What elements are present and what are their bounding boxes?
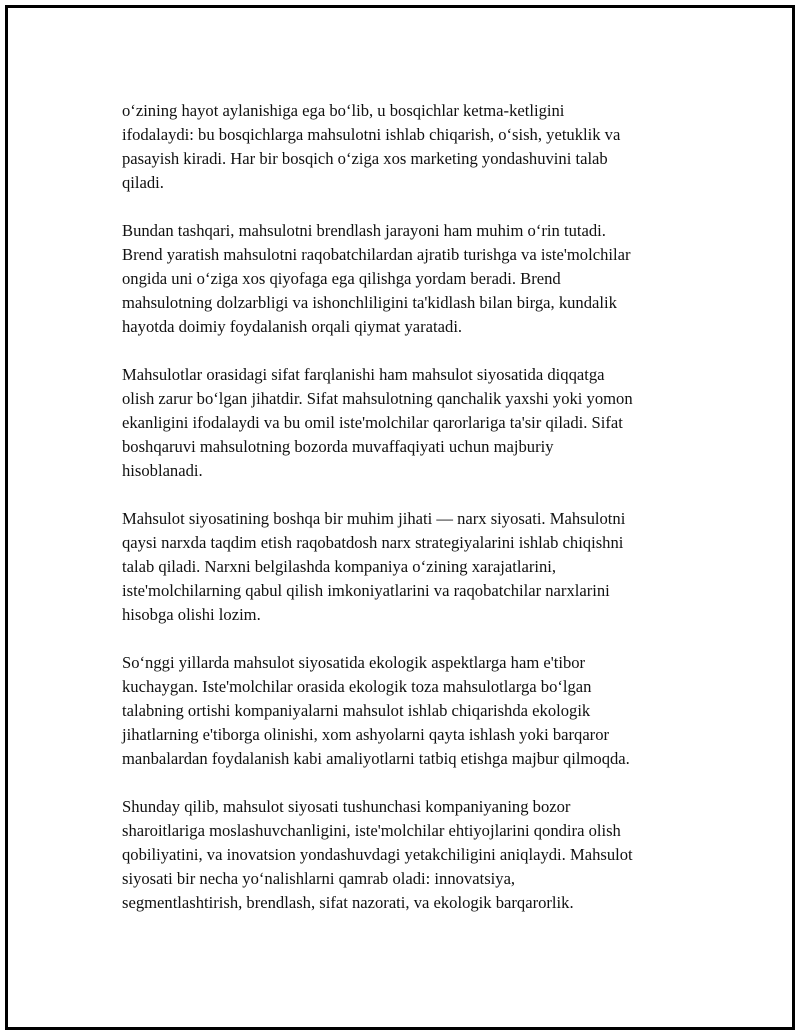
paragraph-branding: Bundan tashqari, mahsulotni brendlash jarayoni ham muhim o‘rin tutadi. Brend yaratish mahsulotni raqobatchilardan ajratib turishga va iste'molchilar ongida uni o‘ziga xos qiyofaga ega qilishga yordam beradi. Brend mahsulotning dolzarbligi va ishonchliligini ta'kidlash bilan birga, kundalik hayotda doimiy foydalanish orqali qiymat yaratadi.	[122, 221, 631, 336]
paragraph-conclusion: Shunday qilib, mahsulot siyosati tushunchasi kompaniyaning bozor sharoitlariga moslashuvchanligini, iste'molchilar ehtiyojlarini qondira olish qobiliyatini, va inovatsion yondashuvdagi yetakchiligini aniqlaydi. Mahsulot siyosati bir necha yo‘nalishlarni qamrab oladi: innovatsiya, segmentlashtirish, brendlash, sifat nazorati, va ekologik barqarorlik.	[122, 797, 633, 912]
document-body	[122, 99, 694, 939]
page-frame	[5, 5, 795, 1030]
paragraph-pricing: Mahsulot siyosatining boshqa bir muhim jihati — narx siyosati. Mahsulotni qaysi narxda taqdim etish raqobatdosh narx strategiyalarini ishlab chiqishni talab qiladi. Narxni belgilashda kompaniya o‘zining xarajatlarini, iste'molchilarning qabul qilish imkoniyatlarini va raqobatchilar narxlarini hisobga olishi lozim.	[122, 509, 626, 624]
paragraph-lifecycle: o‘zining hayot aylanishiga ega bo‘lib, u bosqichlar ketma-ketligini ifodalaydi: bu bosqichlarga mahsulotni ishlab chiqarish, o‘sish, yetuklik va pasayish kiradi. Har bir bosqich o‘ziga xos marketing yondashuvini talab qiladi.	[122, 101, 621, 192]
paragraph-quality: Mahsulotlar orasidagi sifat farqlanishi ham mahsulot siyosatida diqqatga olish zarur bo‘lgan jihatdir. Sifat mahsulotning qanchalik yaxshi yoki yomon ekanligini ifodalaydi va bu omil iste'molchilar qarorlariga ta'sir qiladi. Sifat boshqaruvi mahsulotning bozorda muvaffaqiyati uchun majburiy hisoblanadi.	[122, 365, 633, 480]
paragraph-ecology: So‘nggi yillarda mahsulot siyosatida ekologik aspektlarga ham e'tibor kuchaygan. Iste'molchilar orasida ekologik toza mahsulotlarga bo‘lgan talabning ortishi kompaniyalarni mahsulot ishlab chiqarishda ekologik jihatlarning e'tiborga olinishi, xom ashyolarni qayta ishlash yoki barqaror manbalardan foydalanish kabi amaliyotlarni tatbiq etishga majbur qilmoqda.	[122, 653, 630, 768]
